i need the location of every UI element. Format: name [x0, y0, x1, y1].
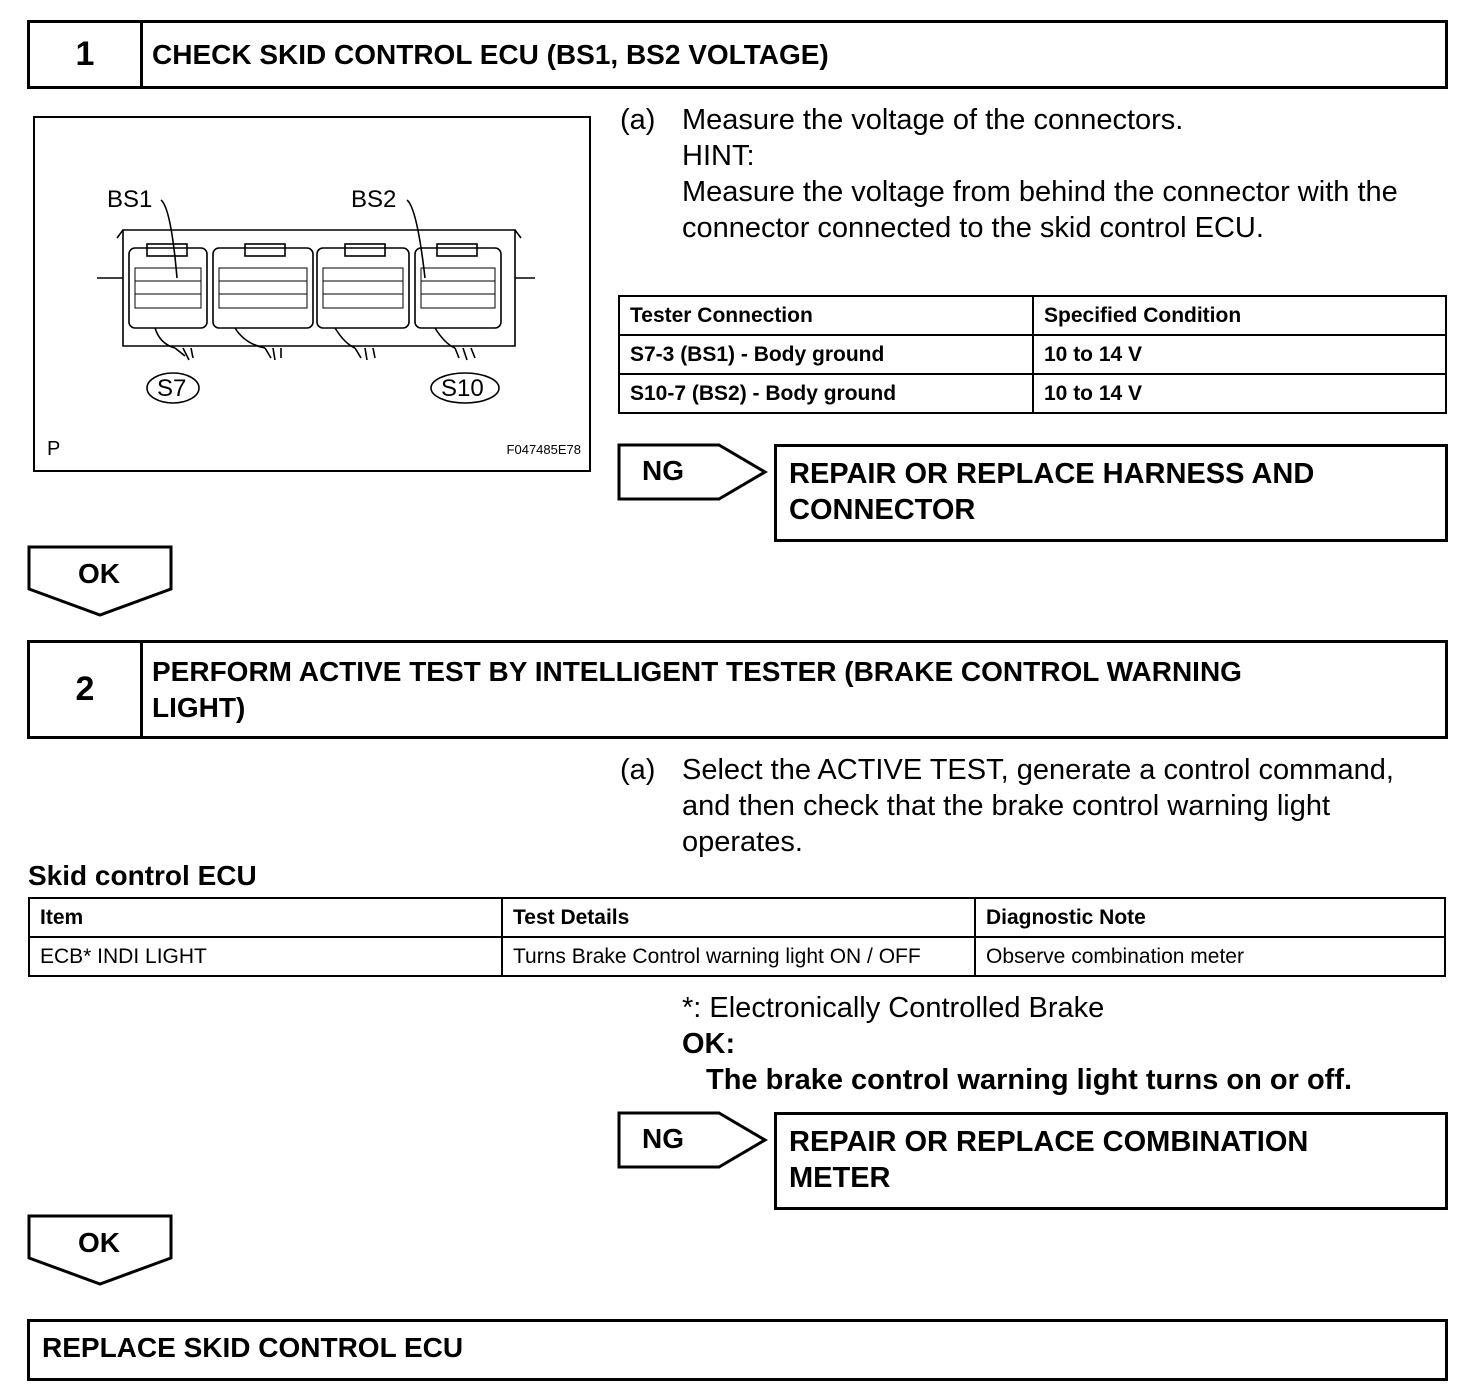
figure-corner-letter: P: [47, 438, 61, 460]
step1-header: [27, 20, 1448, 89]
step1-ng-result-line2: CONNECTOR: [789, 494, 976, 526]
step2-title-line2: LIGHT): [152, 692, 246, 723]
bs1-label: BS1: [107, 186, 153, 213]
step1-ng-result: [774, 444, 1448, 542]
step1-spec-table: [618, 295, 1447, 414]
table-row: [619, 335, 1446, 374]
step2-ng-arrow: [617, 1111, 769, 1169]
step2-ng-result-line2: METER: [789, 1162, 891, 1194]
step2-ng-result: [774, 1112, 1448, 1210]
step2-header: [27, 640, 1448, 739]
table-cell: Observe combination meter: [975, 937, 1445, 976]
step2-instruction-line2: and then check that the brake control warning light: [682, 790, 1331, 822]
step1-instruction: Measure the voltage of the connectors.: [682, 104, 1184, 136]
step2-title-line1: PERFORM ACTIVE TEST BY INTELLIGENT TESTER (BRAKE CONTROL WARNING: [152, 656, 1242, 687]
bs2-label: BS2: [351, 186, 397, 213]
step1-hint-line1: Measure the voltage from behind the connector with the: [682, 176, 1398, 208]
step1-title: CHECK SKID CONTROL ECU (BS1, BS2 VOLTAGE): [152, 39, 829, 70]
step1-marker: (a): [620, 104, 656, 136]
s10-label: S10: [441, 375, 484, 402]
step1-ok-label: OK: [78, 558, 120, 589]
step2-footnote: *: Electronically Controlled Brake: [682, 992, 1105, 1024]
step1-ng-label: NG: [642, 455, 684, 486]
table-cell: 10 to 14 V: [1033, 374, 1446, 413]
ecu-connector-figure: [33, 116, 591, 472]
step2-marker: (a): [620, 754, 656, 786]
table-cell: ECB* INDI LIGHT: [29, 937, 502, 976]
step2-number: 2: [30, 643, 143, 736]
connector-3-shape: [317, 244, 409, 328]
connector-2-shape: [213, 244, 313, 328]
step2-active-test-table: [28, 897, 1446, 977]
step2-title: [152, 654, 1435, 726]
step2-instruction-line3: operates.: [682, 826, 803, 858]
table-cell: S10-7 (BS2) - Body ground: [619, 374, 1033, 413]
bs1-leader: [161, 200, 177, 278]
figure-code: F047485E78: [506, 442, 581, 457]
step2-ng-result-line1: REPAIR OR REPLACE COMBINATION: [789, 1126, 1309, 1158]
step2-table-title: Skid control ECU: [28, 860, 257, 891]
final-step-title: REPLACE SKID CONTROL ECU: [42, 1332, 464, 1363]
step2-ng-label: NG: [642, 1123, 684, 1154]
connector-s10-shape: [415, 244, 501, 328]
table-cell: 10 to 14 V: [1033, 335, 1446, 374]
step1-hint-label: HINT:: [682, 140, 755, 172]
step2-ok-heading: OK:: [682, 1028, 736, 1060]
table-row: [619, 374, 1446, 413]
step2-table-header: Test Details: [502, 898, 975, 937]
table-row: [29, 937, 1445, 976]
step1-ng-arrow: [617, 443, 769, 501]
step1-table-header: Tester Connection: [619, 296, 1033, 335]
step2-ok-label: OK: [78, 1227, 120, 1258]
s7-label: S7: [157, 375, 187, 402]
step2-instruction-line1: Select the ACTIVE TEST, generate a control command,: [682, 754, 1394, 786]
step1-hint-line2: connector connected to the skid control ECU.: [682, 212, 1264, 244]
step1-ng-result-line1: REPAIR OR REPLACE HARNESS AND: [789, 458, 1315, 490]
step1-number: 1: [30, 23, 143, 86]
final-step-box: [27, 1319, 1448, 1381]
table-cell: Turns Brake Control warning light ON / OFF: [502, 937, 975, 976]
step2-table-header: Item: [29, 898, 502, 937]
step2-table-header: Diagnostic Note: [975, 898, 1445, 937]
step2-ok-text: The brake control warning light turns on or off.: [706, 1064, 1353, 1096]
step1-table-header: Specified Condition: [1033, 296, 1446, 335]
table-cell: S7-3 (BS1) - Body ground: [619, 335, 1033, 374]
connector-s7-shape: [129, 244, 207, 328]
